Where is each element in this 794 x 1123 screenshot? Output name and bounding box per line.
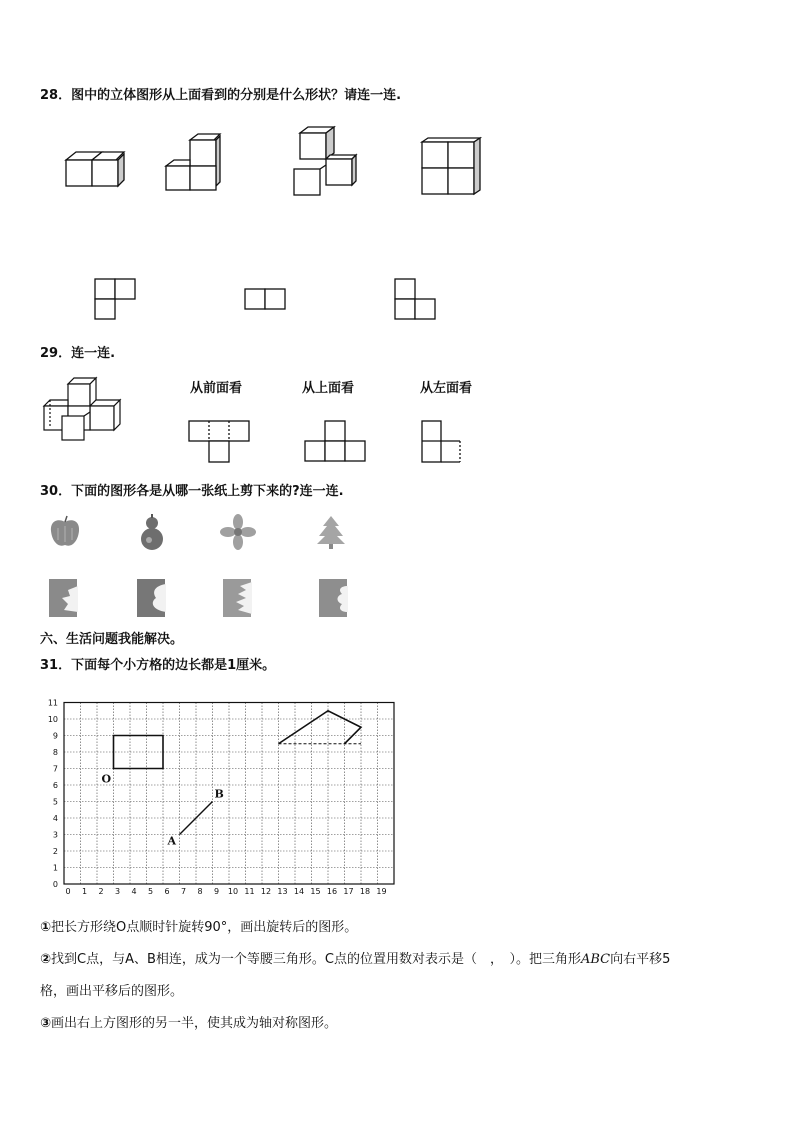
y-tick-label: 0	[52, 880, 58, 889]
rectangle-shape	[114, 736, 164, 769]
q28-text: 图中的立体图形从上面看到的分别是什么形状？请连一连.	[71, 88, 402, 103]
q29-solid[interactable]	[42, 376, 127, 446]
sub3-text: 画出右上方图形的另一半，使其成为轴对称图形。	[51, 1016, 338, 1031]
q31-sub3	[40, 1012, 337, 1031]
q30-number: 30．	[40, 484, 72, 499]
section-6-title: 六、生活问题我能解决。	[40, 632, 184, 647]
half-shape	[279, 711, 362, 744]
x-tick-label: 9	[213, 887, 220, 896]
view-label-left: 从左面看	[420, 381, 473, 396]
y-tick-label: 8	[52, 748, 58, 757]
y-tick-label: 9	[52, 731, 58, 741]
x-tick-label: 4	[131, 887, 137, 896]
sub3-mark: ③	[40, 1016, 52, 1031]
q28-view-1[interactable]	[94, 278, 138, 320]
x-tick-label: 2	[98, 887, 104, 896]
q31-number: 31．	[40, 658, 72, 673]
paper-sheet-2[interactable]	[136, 578, 166, 618]
q31-sub2-line1	[40, 948, 670, 967]
q31-sub2-line2	[40, 980, 183, 999]
q29-text: 连一连.	[71, 346, 116, 361]
q28-solid-2[interactable]	[162, 130, 232, 195]
x-tick-label: 18	[359, 887, 371, 896]
q28-solid-4[interactable]	[418, 132, 488, 202]
q29-view-left[interactable]	[420, 420, 466, 464]
tree-cutout-shape[interactable]	[314, 514, 348, 550]
q31-sub1	[40, 916, 357, 935]
q29-view-top[interactable]	[304, 420, 368, 464]
paper-sheet-4[interactable]	[318, 578, 348, 618]
y-tick-label: 4	[52, 814, 58, 823]
x-tick-label: 5	[147, 887, 154, 896]
x-tick-label: 19	[376, 887, 387, 896]
sub2-text-b: 向右平移5	[610, 952, 671, 967]
point-a-label: A	[167, 834, 177, 848]
y-tick-label: 10	[47, 715, 58, 724]
y-tick-label: 6	[52, 781, 58, 790]
sub1-text: 把长方形绕O点顺时针旋转90°，画出旋转后的图形。	[51, 920, 358, 935]
y-tick-label: 3	[52, 830, 58, 840]
sub2-mark: ②	[40, 952, 52, 967]
x-tick-label: 1	[81, 887, 88, 896]
paper-sheet-3[interactable]	[222, 578, 252, 618]
q28-view-2[interactable]	[244, 288, 288, 310]
paper-sheet-1[interactable]	[48, 578, 78, 618]
y-tick-label: 7	[52, 764, 58, 774]
sub2-text-a: 找到C点，与A、B相连，成为一个等腰三角形。C点的位置用数对表示是（ ， ）。把三角形	[51, 952, 581, 967]
flower-cutout-shape[interactable]	[220, 514, 256, 550]
q28-heading	[40, 84, 401, 103]
view-label-front: 从前面看	[190, 381, 243, 396]
x-tick-label: 15	[310, 887, 321, 896]
q30-text: 下面的图形各是从哪一张纸上剪下来的?连一连.	[71, 484, 344, 499]
y-tick-label: 2	[52, 847, 58, 856]
point-o-label: O	[101, 772, 112, 786]
x-tick-label: 12	[260, 887, 272, 896]
q28-view-3[interactable]	[394, 278, 438, 320]
y-tick-label: 11	[47, 698, 58, 708]
q29-view-front[interactable]	[188, 420, 252, 464]
x-tick-label: 3	[114, 887, 121, 896]
q28-number: 28．	[40, 88, 72, 103]
x-tick-label: 7	[180, 887, 187, 896]
point-b-label: B	[214, 787, 224, 801]
gourd-cutout-shape[interactable]	[136, 512, 168, 552]
x-tick-label: 13	[277, 887, 288, 896]
view-label-top: 从上面看	[302, 381, 355, 396]
x-tick-label: 17	[343, 887, 354, 896]
q31-text: 下面每个小方格的边长都是1厘米。	[71, 658, 276, 673]
x-tick-label: 6	[164, 887, 170, 896]
q28-solid-3[interactable]	[290, 125, 365, 200]
x-tick-label: 10	[227, 887, 239, 896]
q31-heading	[40, 654, 275, 673]
q28-solid-1[interactable]	[60, 140, 130, 195]
x-tick-label: 14	[293, 887, 305, 896]
sub2-text-c: 格，画出平移后的图形。	[40, 984, 184, 999]
sub1-mark: ①	[40, 920, 52, 935]
x-tick-label: 11	[244, 887, 255, 896]
coordinate-grid[interactable]	[40, 688, 400, 898]
apple-cutout-shape[interactable]	[48, 514, 82, 550]
q30-heading	[40, 480, 344, 499]
y-tick-label: 5	[52, 797, 58, 807]
x-tick-label: 16	[326, 887, 338, 896]
x-tick-label: 0	[65, 887, 71, 896]
q29-number: 29．	[40, 346, 72, 361]
x-tick-label: 8	[197, 887, 203, 896]
sub2-abc: ABC	[580, 952, 611, 967]
q29-heading	[40, 342, 115, 361]
y-tick-label: 1	[52, 863, 58, 873]
